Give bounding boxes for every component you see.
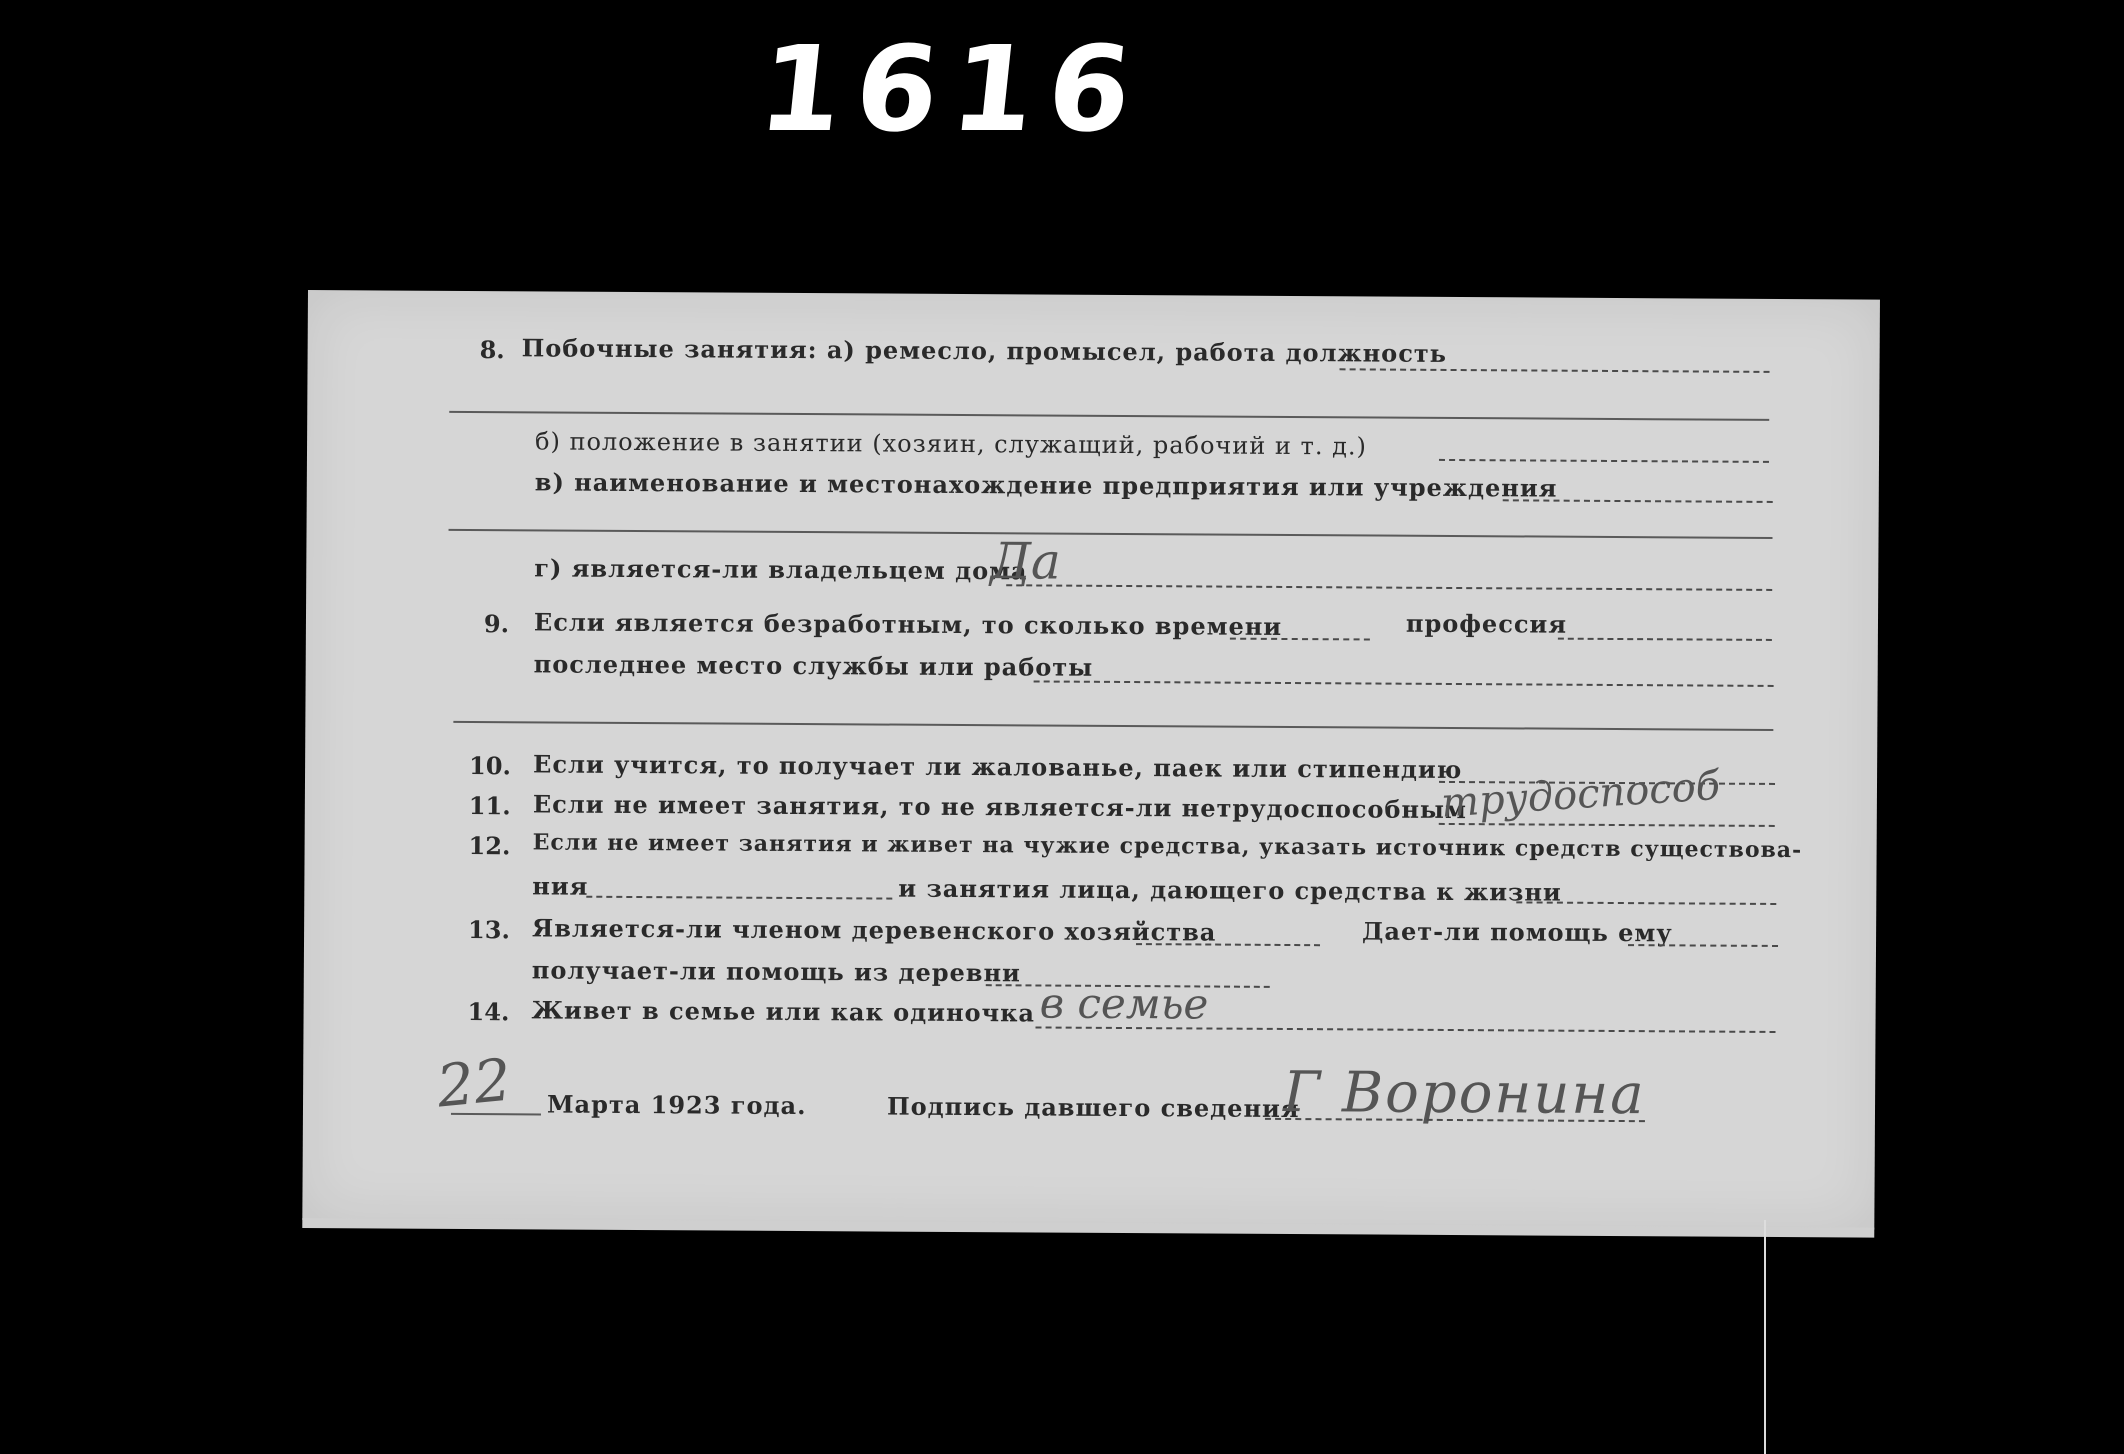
- item-12-cont-b: и занятия лица, дающего средства к жизни: [898, 873, 1562, 907]
- item-10-text: Если учится, то получает ли жалованье, паек или стипендию: [533, 749, 1463, 785]
- item-8g-answer-line: [1006, 584, 1772, 591]
- item-8-answer-line: [1340, 368, 1770, 373]
- item-10-number: 10.: [469, 750, 511, 781]
- unable-answer-handwritten: трудоспособ: [1439, 762, 1722, 827]
- item-11-answer-line: [1439, 823, 1775, 827]
- owner-answer-handwritten: Да: [990, 532, 1062, 591]
- item-9-continuation-line: [453, 721, 1773, 731]
- family-answer-handwritten: в семье: [1039, 978, 1209, 1029]
- item-9-last-place: последнее место службы или работы: [533, 649, 1094, 682]
- item-14-number: 14.: [467, 996, 510, 1027]
- footer-date: Марта 1923 года.: [546, 1089, 807, 1121]
- item-12-source-line: [586, 896, 892, 900]
- item-14-answer-line: [1036, 1026, 1776, 1033]
- footer-signature-label: Подпись давшего сведения: [886, 1091, 1300, 1124]
- item-13-text: Является-ли членом деревенского хозяйства: [532, 913, 1217, 947]
- item-8b-answer-line: [1439, 459, 1769, 463]
- item-11-number: 11.: [468, 790, 511, 821]
- item-8g-text: г) является-ли владельцем дома: [534, 553, 1028, 586]
- item-13-help-label: Дает-ли помощь ему: [1362, 916, 1673, 948]
- item-8b-text: б) положение в занятии (хозяин, служащий, рабочий и т. д.): [534, 427, 1367, 461]
- item-11-text: Если не имеет занятия, то не является-ли нетрудоспособным: [532, 789, 1467, 825]
- item-8v-text: в) наименование и местонахождение предприятия или учреждения: [534, 467, 1558, 503]
- item-9-profession-line: [1558, 638, 1772, 641]
- archive-number: 1616: [752, 20, 1152, 158]
- item-13-number: 13.: [468, 914, 510, 945]
- item-13-receives: получает-ли помощь из деревни: [531, 955, 1021, 988]
- item-9-last-place-line: [1034, 680, 1774, 687]
- signature-handwritten: Г Воронина: [1282, 1059, 1646, 1128]
- item-12-text: Если не имеет занятия и живет на чужие средства, указать источник средств существова-: [532, 829, 1803, 864]
- day-handwritten: 22: [433, 1045, 515, 1121]
- item-9-profession-label: профессия: [1405, 608, 1568, 639]
- film-scratch: [1764, 1220, 1766, 1454]
- card-bottom-edge: [302, 1218, 1874, 1238]
- item-8-continuation-line: [449, 411, 1769, 421]
- item-8-number: 8.: [479, 335, 505, 365]
- item-8v-continuation-line: [449, 529, 1773, 539]
- item-9-number: 9.: [483, 609, 510, 639]
- item-12-number: 12.: [468, 830, 511, 861]
- item-8-text: Побочные занятия: а) ремесло, промысел, работа должность: [521, 333, 1448, 368]
- item-14-text: Живет в семье или как одиночка: [531, 995, 1036, 1028]
- census-card: [302, 290, 1880, 1230]
- item-9-text: Если является безработным, то сколько времени: [533, 607, 1283, 641]
- item-12-cont-a: ния: [532, 871, 589, 901]
